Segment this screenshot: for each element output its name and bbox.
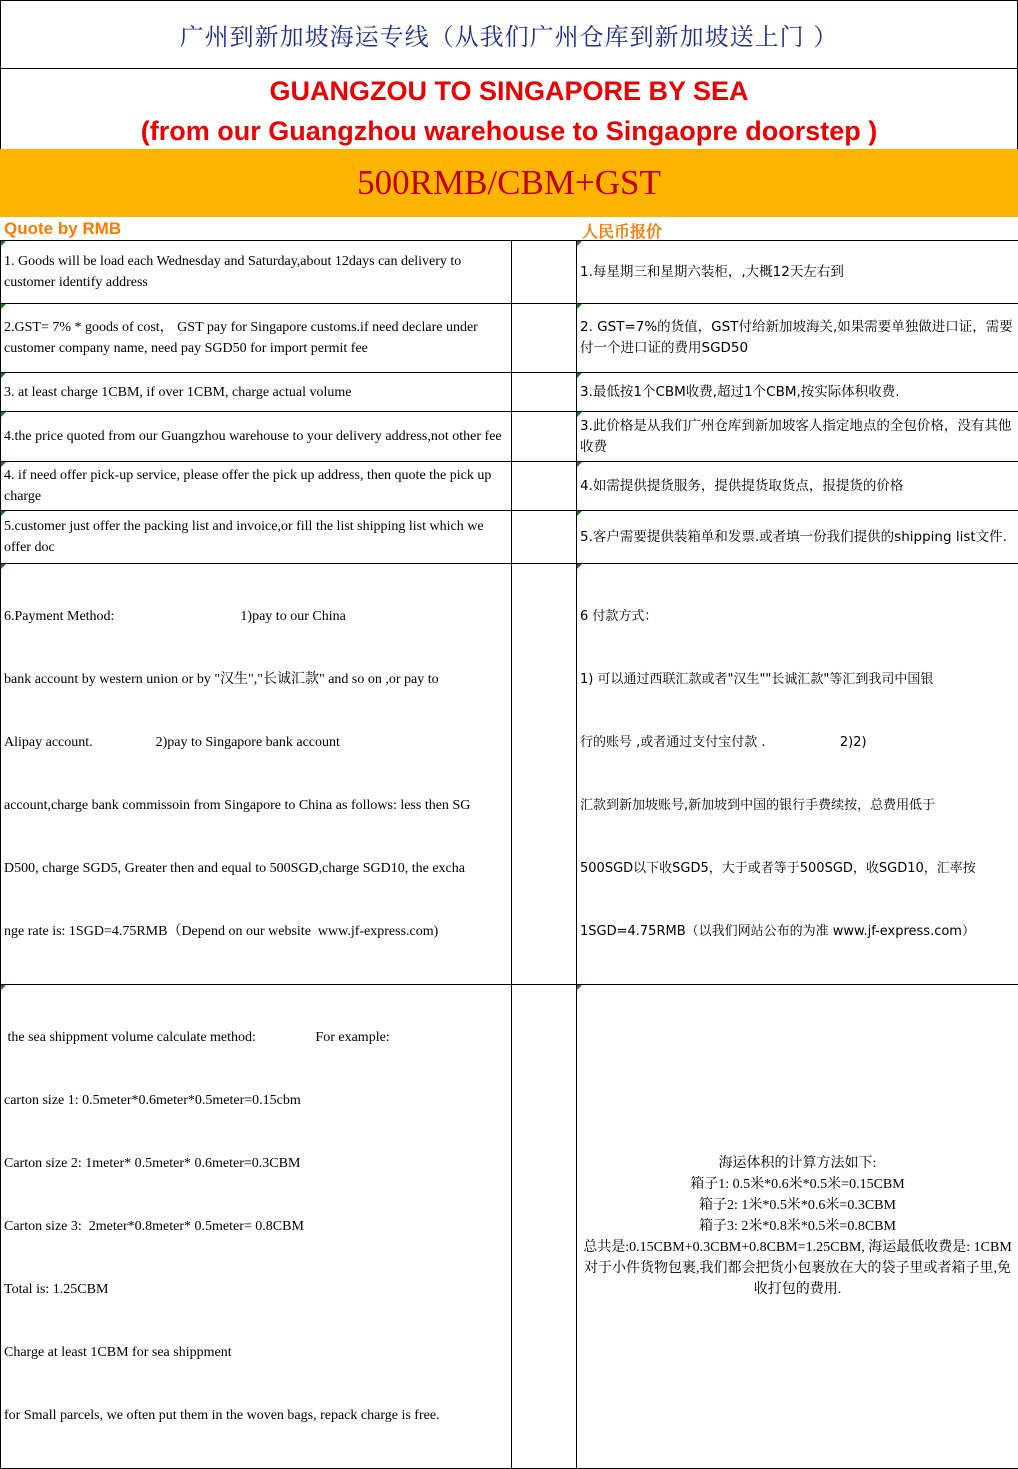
spacer-cell bbox=[512, 241, 577, 304]
table-row bbox=[1, 373, 1018, 412]
spacer-cell bbox=[512, 373, 577, 412]
quote-label-cn: 人民币报价 bbox=[582, 219, 662, 242]
term-en-8: the sea shippment volume calculate method: For example: carton size 1: 0.5meter*0.6meter*0.5meter=0.15cbm Carton size 2: 1meter* 0.5meter* 0.6meter=0.3CBM Carton size 3: 2meter*0.8meter* 0.5meter= 0.8CBM Total is: 1.25CBM Charge at least 1CBM for sea shippment for Small parcels, we often put them in the woven bags, repack charge is free. bbox=[1, 985, 512, 1469]
term-en-6: 5.customer just offer the packing list and invoice,or fill the list shipping list which we offer doc bbox=[1, 511, 512, 564]
spacer-cell bbox=[512, 412, 577, 462]
table-row bbox=[1, 462, 1018, 511]
spacer-cell bbox=[512, 985, 577, 1469]
spacer-cell bbox=[512, 304, 577, 373]
table-row bbox=[1, 412, 1018, 462]
term-en-3: 3. at least charge 1CBM, if over 1CBM, charge actual volume bbox=[1, 373, 512, 412]
term-cn-1: 1.每星期三和星期六装柜，,大概12天左右到 bbox=[577, 241, 1018, 304]
table-row bbox=[1, 564, 1018, 985]
term-cn-4: 3.此价格是从我们广州仓库到新加坡客人指定地点的全包价格，没有其他收费 bbox=[577, 412, 1018, 462]
price-banner: 500RMB/CBM+GST bbox=[0, 149, 1018, 217]
term-en-5: 4. if need offer pick-up service, please offer the pick up address, then quote the pick up charge bbox=[1, 462, 512, 511]
title-en-line2: (from our Guangzhou warehouse to Singaopre doorstep ) bbox=[1, 111, 1017, 151]
table-row bbox=[1, 241, 1018, 304]
spacer-cell bbox=[512, 564, 577, 985]
terms-table bbox=[0, 240, 1018, 1469]
spacer-cell bbox=[512, 511, 577, 564]
term-cn-3: 3.最低按1个CBM收费,超过1个CBM,按实际体积收费. bbox=[577, 373, 1018, 412]
table-row bbox=[1, 985, 1018, 1469]
term-cn-8: 海运体积的计算方法如下: 箱子1: 0.5米*0.6米*0.5米=0.15CBM 箱子2: 1米*0.5米*0.6米=0.3CBM 箱子3: 2米*0.8米*0.5米=0.8CBM 总共是:0.15CBM+0.3CBM+0.8CBM=1.25CBM, 海运最低收费是: 1CBM 对于小件货物包裹,我们都会把货小包裹放在大的袋子里或者箱子里,免收打包的费用. bbox=[577, 985, 1018, 1469]
page-title-cn: 广州到新加坡海运专线（从我们广州仓库到新加坡送上门 ） bbox=[0, 0, 1018, 69]
quote-label-en: Quote by RMB bbox=[4, 219, 121, 239]
term-en-2: 2.GST= 7% * goods of cost， GST pay for Singapore customs.if need declare under customer company name, need pay SGD50 for import permit fee bbox=[1, 304, 512, 373]
term-en-4: 4.the price quoted from our Guangzhou warehouse to your delivery address,not other fee bbox=[1, 412, 512, 462]
term-en-1: 1. Goods will be load each Wednesday and Saturday,about 12days can delivery to customer identify address bbox=[1, 241, 512, 304]
table-row bbox=[1, 511, 1018, 564]
title-en-line1: GUANGZOU TO SINGAPORE BY SEA bbox=[1, 71, 1017, 111]
term-cn-6: 5.客户需要提供装箱单和发票.或者填一份我们提供的shipping list文件. bbox=[577, 511, 1018, 564]
spacer-cell bbox=[512, 462, 577, 511]
term-cn-2: 2. GST=7%的货值，GST付给新加坡海关,如果需要单独做进口证，需要付一个进口证的费用SGD50 bbox=[577, 304, 1018, 373]
page-title-en bbox=[0, 69, 1018, 149]
term-cn-7: 6 付款方式： 1) 可以通过西联汇款或者"汉生""长诚汇款"等汇到我司中国银 行的账号 ,或者通过支付宝付款 . 2)2) 汇款到新加坡账号,新加坡到中国的银行手费续按，总费用低于 500SGD以下收SGD5，大于或者等于500SGD，收SGD10，汇率按 1SGD=4.75RMB（以我们网站公布的为准 www.jf-express.com） bbox=[577, 564, 1018, 985]
term-cn-5: 4.如需提供提货服务，提供提货取货点，报提货的价格 bbox=[577, 462, 1018, 511]
table-row bbox=[1, 304, 1018, 373]
term-en-7: 6.Payment Method: 1)pay to our China bank account by western union or by "汉生","长诚汇款" and so on ,or pay to Alipay account. 2)pay to Singapore bank account account,charge bank commissoin from Singapore to China as follows: less then SG D500, charge SGD5, Greater then and equal to 500SGD,charge SGD10, the excha nge rate is: 1SGD=4.75RMB（Depend on our website www.jf-express.com) bbox=[1, 564, 512, 985]
